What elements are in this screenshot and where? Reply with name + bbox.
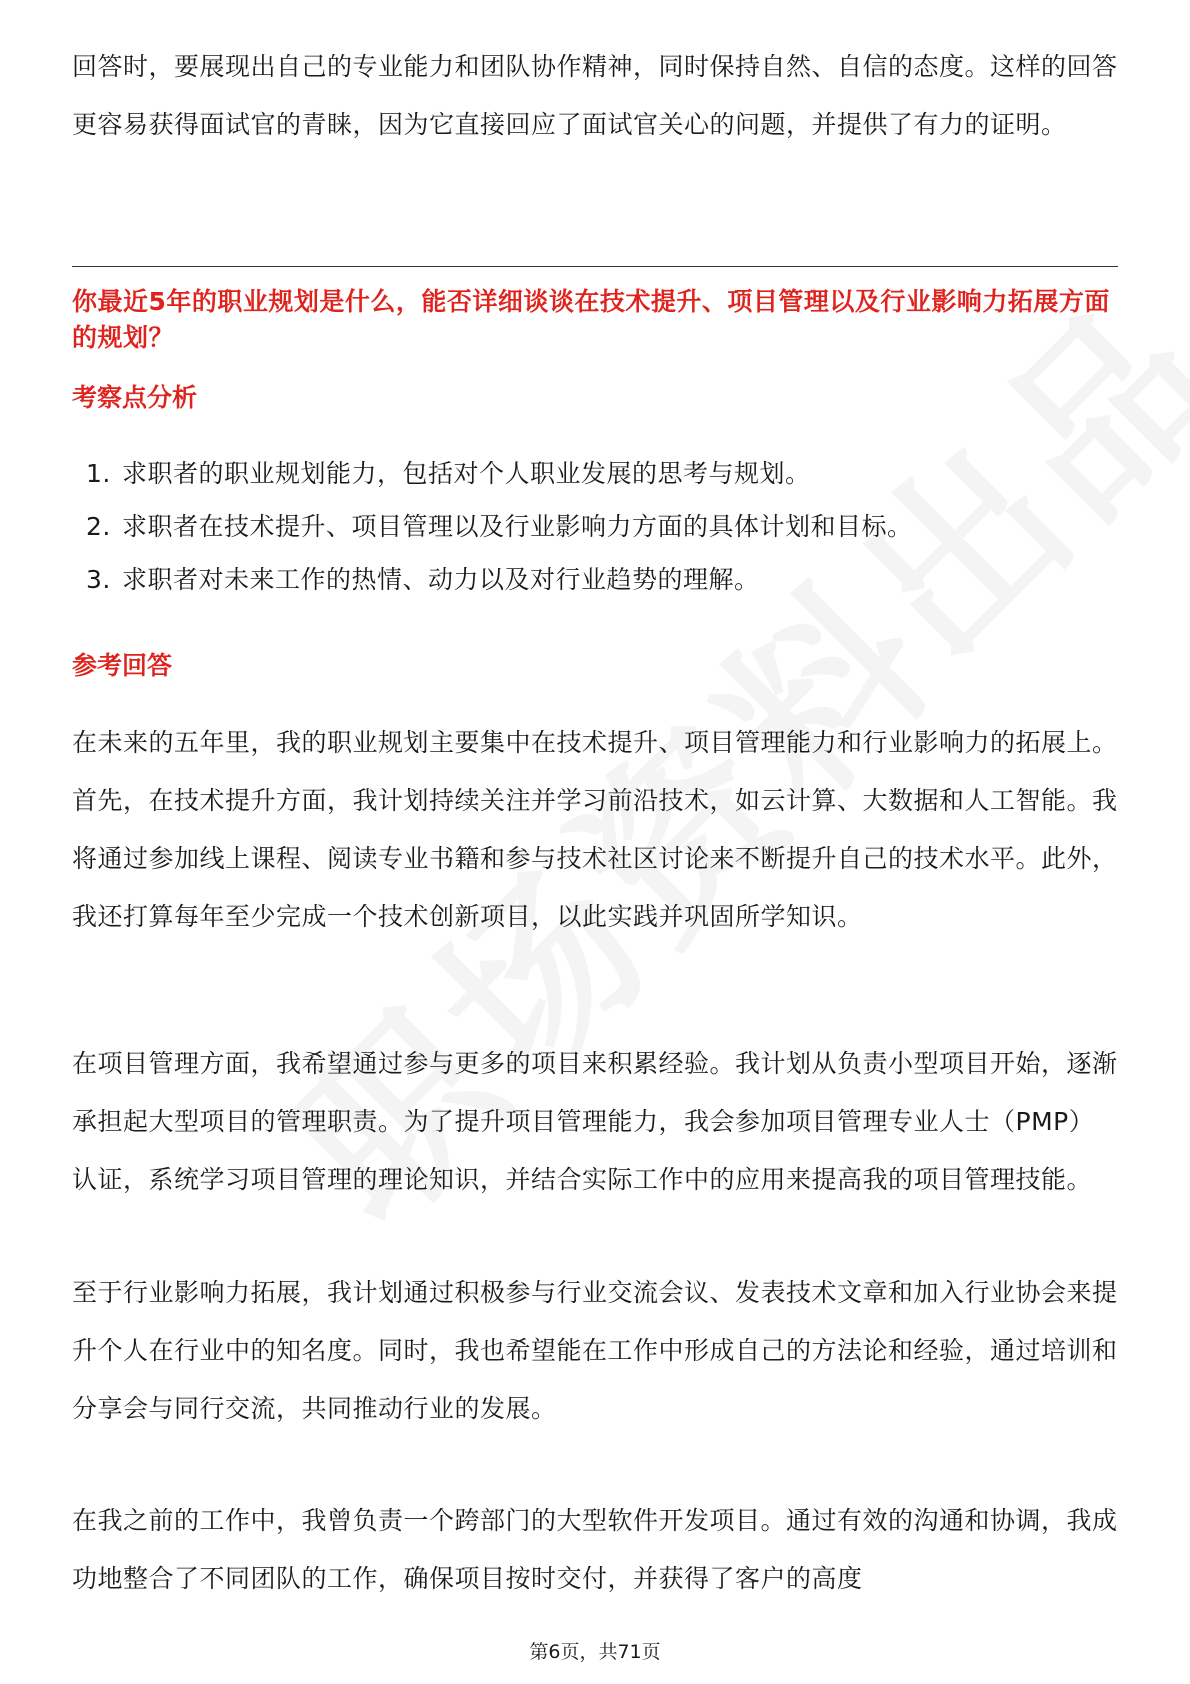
analysis-list bbox=[86, 447, 1116, 606]
analysis-point bbox=[86, 447, 1116, 500]
analysis-point bbox=[86, 500, 1116, 553]
list-text: 求职者对未来工作的热情、动力以及对行业趋势的理解。 bbox=[122, 565, 760, 594]
list-number: 1. bbox=[86, 459, 111, 488]
analysis-point bbox=[86, 553, 1116, 606]
section-divider bbox=[72, 266, 1118, 267]
answer-paragraph: 至于行业影响力拓展，我计划通过积极参与行业交流会议、发表技术文章和加入行业协会来提升个人在行业中的知名度。同时，我也希望能在工作中形成自己的方法论和经验，通过培训和分享会与同行交流，共同推动行业的发展。 bbox=[72, 1278, 1118, 1423]
page-number: 第6页，共71页 bbox=[529, 1641, 661, 1663]
list-text: 求职者的职业规划能力，包括对个人职业发展的思考与规划。 bbox=[122, 459, 811, 488]
analysis-heading: 考察点分析 bbox=[72, 383, 198, 412]
list-text: 求职者在技术提升、项目管理以及行业影响力方面的具体计划和目标。 bbox=[122, 512, 913, 541]
answer-heading: 参考回答 bbox=[72, 651, 173, 680]
answer-paragraph: 在我之前的工作中，我曾负责一个跨部门的大型软件开发项目。通过有效的沟通和协调，我成功地整合了不同团队的工作，确保项目按时交付，并获得了客户的高度 bbox=[72, 1506, 1118, 1593]
intro-paragraph: 回答时，要展现出自己的专业能力和团队协作精神，同时保持自然、自信的态度。这样的回答更容易获得面试官的青睐，因为它直接回应了面试官关心的问题，并提供了有力的证明。 bbox=[72, 52, 1118, 139]
list-number: 2. bbox=[86, 512, 111, 541]
list-number: 3. bbox=[86, 565, 111, 594]
answer-paragraph: 在未来的五年里，我的职业规划主要集中在技术提升、项目管理能力和行业影响力的拓展上。首先，在技术提升方面，我计划持续关注并学习前沿技术，如云计算、大数据和人工智能。我将通过参加线上课程、阅读专业书籍和参与技术社区讨论来不断提升自己的技术水平。此外，我还打算每年至少完成一个技术创新项目，以此实践并巩固所学知识。 bbox=[72, 728, 1118, 931]
question-title: 你最近5年的职业规划是什么，能否详细谈谈在技术提升、项目管理以及行业影响力拓展方面的规划？ bbox=[72, 287, 1110, 352]
answer-paragraph: 在项目管理方面，我希望通过参与更多的项目来积累经验。我计划从负责小型项目开始，逐渐承担起大型项目的管理职责。为了提升项目管理能力，我会参加项目管理专业人士（PMP）认证，系统学习项目管理的理论知识，并结合实际工作中的应用来提高我的项目管理技能。 bbox=[72, 1049, 1118, 1194]
